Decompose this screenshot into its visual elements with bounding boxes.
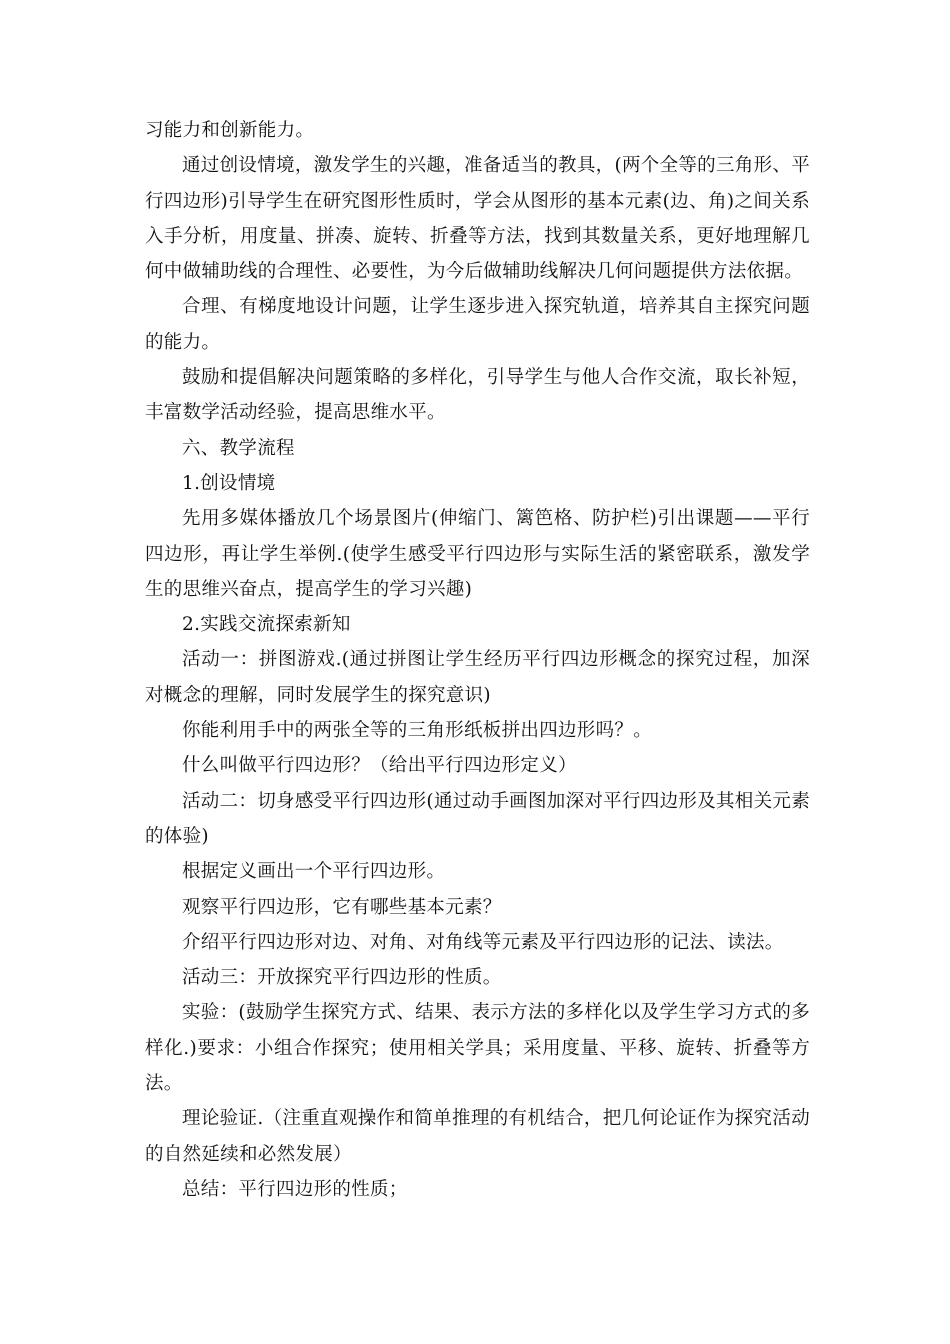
subheading-practice-explore: 2.实践交流探索新知 — [182, 614, 351, 636]
paragraph-activity-one: 活动一：拼图游戏.(通过拼图让学生经历平行四边形概念的探究过程，加深对概念的理解，同时发展学生的探究意识) — [145, 649, 810, 706]
paragraph-problem-design: 合理、有梯度地设计问题，让学生逐步进入探究轨道，培养其自主探究问题的能力。 — [145, 296, 810, 353]
subheading-create-situation: 1.创设情境 — [182, 472, 276, 494]
paragraph-draw-parallelogram: 根据定义画出一个平行四边形。 — [182, 861, 446, 883]
paragraph-summary: 总结：平行四边形的性质； — [182, 1178, 408, 1200]
paragraph-activity-two: 活动二：切身感受平行四边形(通过动手画图加深对平行四边形及其相关元素的体验) — [145, 790, 810, 847]
paragraph-question-puzzle: 你能利用手中的两张全等的三角形纸板拼出四边形吗？。 — [182, 720, 653, 742]
section-heading-teaching-process: 六、教学流程 — [182, 437, 295, 459]
document-body — [145, 113, 810, 1207]
paragraph-introduce-elements: 介绍平行四边形对边、对角、对角线等元素及平行四边形的记法、读法。 — [182, 931, 784, 953]
paragraph-theory-verification: 理论验证.（注重直观操作和简单推理的有机结合，把几何论证作为探究活动的自然延续和必然发展） — [145, 1108, 810, 1165]
paragraph-activity-three: 活动三：开放探究平行四边形的性质。 — [182, 967, 502, 989]
paragraph-continuation: 习能力和创新能力。 — [145, 120, 315, 141]
paragraph-teaching-aids: 通过创设情境，激发学生的兴趣，准备适当的教具，(两个全等的三角形、平行四边形)引导学生在研究图形性质时，学会从图形的基本元素(边、角)之间关系入手分析，用度量、拼凑、旋转、折叠等方法，找到其数量关系，更好地理解几何中做辅助线的合理性、必要性，为今后做辅助线解决几何问题提供方法依据。 — [145, 155, 810, 283]
paragraph-question-definition: 什么叫做平行四边形？（给出平行四边形定义） — [182, 755, 577, 777]
paragraph-observe-elements: 观察平行四边形，它有哪些基本元素？ — [182, 896, 502, 918]
paragraph-strategy-diversity: 鼓励和提倡解决问题策略的多样化，引导学生与他人合作交流，取长补短，丰富数学活动经验，提高思维水平。 — [145, 367, 810, 424]
paragraph-multimedia-intro: 先用多媒体播放几个场景图片(伸缩门、篱笆格、防护栏)引出课题——平行四边形，再让学生举例.(使学生感受平行四边形与实际生活的紧密联系，激发学生的思维兴奋点，提高学生的学习兴趣) — [145, 508, 810, 600]
paragraph-experiment: 实验：(鼓励学生探究方式、结果、表示方法的多样化以及学生学习方式的多样化.)要求：小组合作探究；使用相关学具；采用度量、平移、旋转、折叠等方法。 — [145, 1002, 810, 1095]
